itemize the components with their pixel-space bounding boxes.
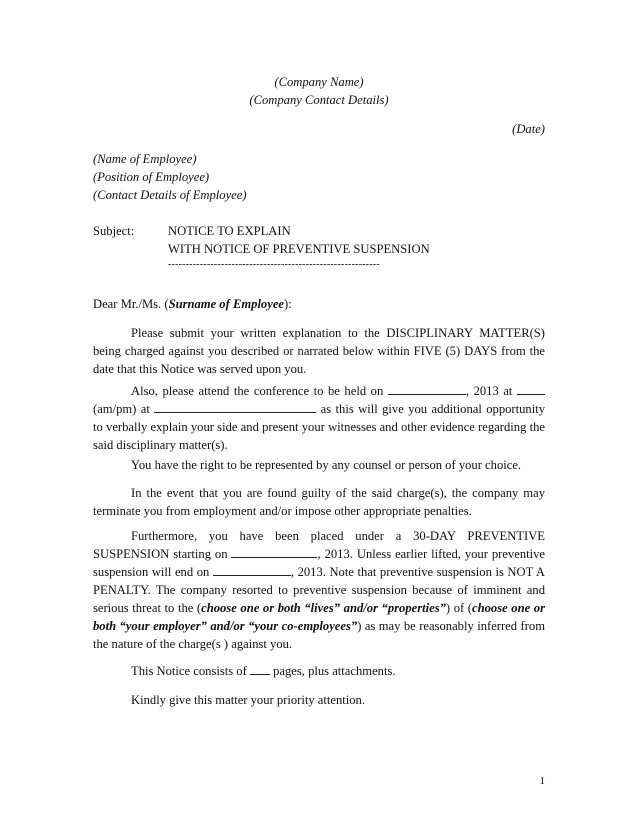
page-count-text-2: pages, plus attachments.	[273, 664, 396, 678]
paragraph-counsel-text: You have the right to be represented by any counsel or person of your choice.	[131, 458, 522, 472]
company-contact: (Company Contact Details)	[249, 93, 389, 107]
subject-label: Subject:	[93, 224, 135, 238]
suspension-text-3: , 2013. Note that preventive suspension is NOT A PENALTY. The company resorted to preventive suspension because of imminent and serious threat to the (	[93, 565, 546, 615]
paragraph-counsel	[93, 456, 545, 474]
subject-rule: ------------------------------------------------------------	[168, 259, 380, 270]
page-count-blank	[250, 663, 270, 675]
paragraph-page-count	[93, 662, 545, 680]
conference-date-blank	[388, 383, 466, 395]
conference-text-3: (am/pm) at	[93, 402, 150, 416]
employee-contact: (Contact Details of Employee)	[93, 188, 247, 202]
paragraph-suspension	[93, 527, 545, 653]
paragraph-priority	[93, 691, 545, 709]
conference-text-1: Also, please attend the conference to be held on	[131, 384, 384, 398]
paragraph-penalties	[93, 484, 545, 520]
salutation	[93, 295, 292, 313]
letter-date: (Date)	[512, 122, 545, 136]
salutation-suffix: ):	[284, 297, 292, 311]
paragraph-conference	[93, 382, 545, 454]
employee-position: (Position of Employee)	[93, 170, 210, 184]
conference-text-2: , 2013 at	[465, 384, 513, 398]
suspension-choice-2: choose one or both “your employer” and/or “your co-employees”	[93, 601, 545, 633]
page-number: 1	[539, 775, 545, 787]
suspension-text-4: ) of (	[445, 601, 472, 615]
suspension-start-blank	[231, 546, 317, 558]
paragraph-penalties-text: In the event that you are found guilty of the said charge(s), the company may terminate you from employment and/or impose other appropriate penalties.	[93, 486, 545, 518]
suspension-end-blank	[213, 564, 291, 576]
paragraph-priority-text: Kindly give this matter your priority attention.	[131, 693, 365, 707]
conference-text-4: as this will give you additional opportunity to verbally explain your side and present your witnesses and other evidence regarding the said disciplinary matter(s).	[93, 402, 546, 452]
suspension-text-2: , 2013. Unless earlier lifted, your preventive suspension will end on	[93, 547, 545, 579]
suspension-choice-1: choose one or both “lives” and/or “properties”	[201, 601, 446, 615]
page-count-text-1: This Notice consists of	[131, 664, 247, 678]
employee-name: (Name of Employee)	[93, 152, 197, 166]
suspension-text-1: Furthermore, you have been placed under a 30-DAY PREVENTIVE SUSPENSION starting on	[93, 529, 545, 561]
subject-line-1: NOTICE TO EXPLAIN	[168, 224, 291, 238]
paragraph-explanation-text: Please submit your written explanation to the DISCIPLINARY MATTER(S) being charged against you described or narrated below within FIVE (5) DAYS from the date that this Notice was served upon you.	[93, 326, 545, 376]
company-name: (Company Name)	[274, 75, 364, 89]
salutation-prefix: Dear Mr./Ms. (	[93, 297, 169, 311]
suspension-text-5: ) as may be reasonably inferred from the nature of the charge(s ) against you.	[93, 619, 545, 651]
conference-time-blank	[517, 383, 545, 395]
paragraph-explanation	[93, 324, 545, 378]
conference-venue-blank	[154, 401, 316, 413]
salutation-name: Surname of Employee	[168, 297, 285, 311]
subject-line-2: WITH NOTICE OF PREVENTIVE SUSPENSION	[168, 242, 430, 256]
